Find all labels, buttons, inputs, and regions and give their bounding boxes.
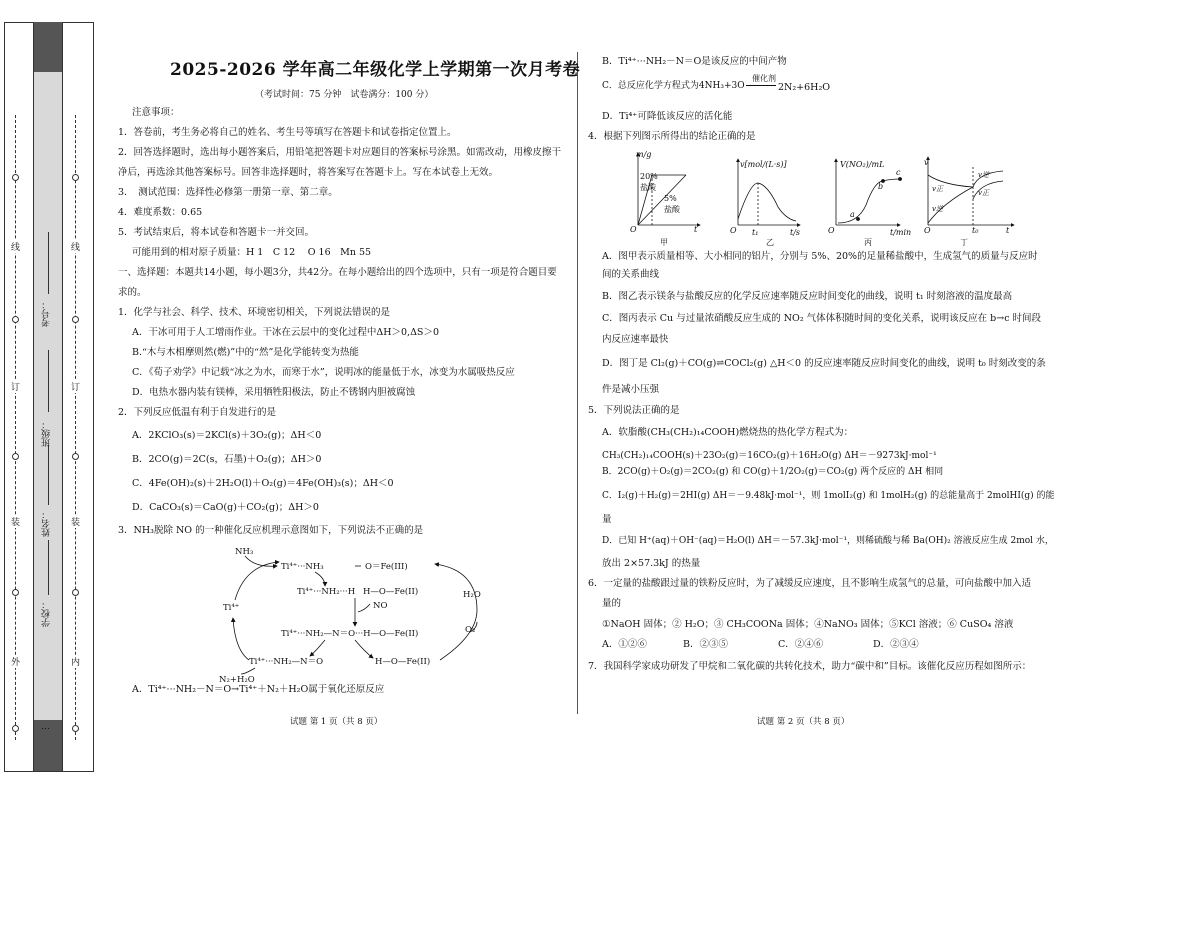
ti4-label: Ti⁴⁺ <box>223 603 240 613</box>
note-3: 3． 测试范围：选择性必修第一册第一章、第二章。 <box>118 187 338 198</box>
exam-no-label: 考号： <box>42 300 52 327</box>
jia-o: O <box>630 225 637 234</box>
class-fill-line[interactable] <box>48 350 49 412</box>
q3-stem: 3．NH₃脱除 NO 的一种催化反应机理示意图如下，下列说法不正确的是 <box>118 525 424 536</box>
page-footer-2: 试题 第 2 页（共 8 页） <box>757 717 850 727</box>
q5-option-d-2: 放出 2×57.3kJ 的热量 <box>602 558 701 569</box>
ding-o: O <box>924 226 931 235</box>
q4-option-a-2: 间的关系曲线 <box>602 269 660 280</box>
jia-label-acid2: 盐酸 <box>664 205 680 214</box>
q4-graphs <box>628 145 1023 250</box>
q5-option-c-1: C．I₂(g)＋H₂(g)＝2HI(g) ΔH＝－9.48kJ·mol⁻¹，则 1molI₂(g) 和 1molH₂(g) 的总能量高于 2molHI(g) 的能 <box>602 491 1055 501</box>
inner-mark-bind: 订 <box>71 380 80 393</box>
section1-heading: 一、选择题：本题共14小题，每小题3分，共42分。在每小题给出的四个选项中，只有一项是符合题目要 <box>118 267 557 278</box>
atomic-mass: 可能用到的相对原子质量：H 1 C 12 O 16 Mn 55 <box>132 247 372 258</box>
yi-x: t/s <box>790 228 801 237</box>
q2-option-a: A．2KClO₃(s)＝2KCl(s)＋3O₂(g)；ΔH＜0 <box>132 430 322 441</box>
sidebar-dots: … <box>41 722 50 732</box>
q1-option-d: D．电热水器内装有镁棒，采用牺牲阳极法，防止不锈钢内胆被腐蚀 <box>132 387 416 398</box>
yi-name: 乙 <box>766 238 774 247</box>
q4-option-c-2: 内反应速率最快 <box>602 334 669 345</box>
no-label: NO <box>373 601 388 611</box>
q6-option-b: B．②③⑤ <box>683 639 728 650</box>
note-2b: 净后，再选涂其他答案标号。回答非选择题时，将答案写在答题卡上。写在本试卷上无效。 <box>118 167 499 178</box>
inner-cut-line <box>75 115 76 740</box>
q7-stem: 7．我国科学家成功研发了甲烷和二氧化碳的共转化技术，助力“碳中和”目标。该催化反应历程如图所示： <box>588 661 1032 672</box>
exam-title: 2025-2026 学年高二年级化学上学期第一次月考卷 <box>170 60 581 80</box>
nh3-label: NH₃ <box>235 547 254 557</box>
q4-option-d-1: D．图丁是 Cl₂(g)＋CO(g)⇌COCl₂(g) △H＜0 的反应速率随反应时间变化的曲线，说明 t₀ 时刻改变的条 <box>602 358 1046 369</box>
species-ti-nh2-h: Ti⁴⁺···NH₂···H <box>297 587 356 597</box>
species-ho-fe2-b: H—O—Fe(II) <box>375 657 431 667</box>
q4-option-a-1: A．图甲表示质量相等、大小相同的铝片，分别与 5%、20%的足量稀盐酸中，生成氢气的质量与反应时 <box>602 251 1038 262</box>
species-ti-nh2-no: Ti⁴⁺···NH₂—N＝O <box>249 657 324 667</box>
q3-mechanism-diagram <box>215 540 495 685</box>
q5-option-d-1: D．已知 H⁺(aq)＋OH⁻(aq)＝H₂O(l) ΔH＝－57.3kJ·mol⁻¹，则稀硫酸与稀 Ba(OH)₂ 溶液反应生成 2mol 水， <box>602 536 1054 546</box>
q5-option-c-2: 量 <box>602 514 612 525</box>
jia-x: t <box>694 225 698 234</box>
o2-label: O₂ <box>465 625 476 635</box>
outer-cut-line <box>15 115 16 740</box>
q4-option-c-1: C．图丙表示 Cu 与过量浓硝酸反应生成的 NO₂ 气体体积随时间的变化关系，说明该反应在 b→c 时间段 <box>602 313 1042 324</box>
q3-option-c-catalyst: 催化剂 <box>752 74 776 83</box>
jia-name: 甲 <box>660 238 668 247</box>
species-ti-nh2-no-h: Ti⁴⁺···NH₂—N＝O···H—O—Fe(II) <box>281 629 419 639</box>
n2-h2o-label: N₂+H₂O <box>219 675 255 685</box>
exam-no-fill-line[interactable] <box>48 232 49 294</box>
outer-hole-3 <box>12 453 19 460</box>
jia-ylabel: m/g <box>636 150 652 159</box>
q6-stem-1: 6．一定量的盐酸跟过量的铁粉反应时，为了减缓反应速度，且不影响生成氢气的总量，可向盐酸中加入适 <box>588 578 1032 589</box>
name-fill-line[interactable] <box>48 445 49 505</box>
q3-option-a: A．Ti⁴⁺···NH₂－N＝O→Ti⁴⁺＋N₂＋H₂O属于氧化还原反应 <box>132 684 385 695</box>
q1-stem: 1．化学与社会、科学、技术、环境密切相关，下列说法错误的是 <box>118 307 391 318</box>
bing-ylabel: V(NO₂)/mL <box>840 160 885 169</box>
outer-hole-2 <box>12 316 19 323</box>
inner-mark-inside: 内 <box>71 655 80 668</box>
notes-heading: 注意事项： <box>132 107 180 118</box>
q5-stem: 5．下列说法正确的是 <box>588 405 680 416</box>
species-ho-fe2: H—O—Fe(II) <box>363 587 419 597</box>
q6-items: ①NaOH 固体；② H₂O；③ CH₃COONa 固体；④NaNO₃ 固体；⑤KCl 溶液；⑥ CuSO₄ 溶液 <box>602 619 1014 630</box>
ding-name: 丁 <box>960 238 968 247</box>
species-o-fe3: O＝Fe(III) <box>365 562 408 572</box>
q1-option-b: B.“木与木相摩则然(燃)”中的“然”是化学能转变为热能 <box>132 347 359 358</box>
inner-hole-2 <box>72 316 79 323</box>
q3-option-c-right: 2N₂+6H₂O <box>778 82 831 93</box>
yi-t1: t₁ <box>752 228 759 237</box>
q3-option-c-arrow <box>746 85 776 86</box>
q6-stem-2: 量的 <box>602 598 622 609</box>
outer-mark-bind: 订 <box>11 380 20 393</box>
q4-option-d-2: 件是减小压强 <box>602 384 660 395</box>
ding-v2: v逆 <box>932 205 943 213</box>
species-ti-nh3: Ti⁴⁺···NH₃ <box>281 562 324 572</box>
q6-option-d: D．②③④ <box>873 639 919 650</box>
q3-option-b: B．Ti⁴⁺···NH₂－N＝O是该反应的中间产物 <box>602 56 787 67</box>
q2-option-c: C．4Fe(OH)₂(s)＋2H₂O(l)＋O₂(g)＝4Fe(OH)₃(s)；ΔH＜0 <box>132 478 394 489</box>
page-footer-1: 试题 第 1 页（共 8 页） <box>290 717 383 727</box>
q4-option-b: B．图乙表示镁条与盐酸反应的化学反应速率随反应时间变化的曲线，说明 t₁ 时刻溶液的温度最高 <box>602 291 1013 302</box>
q2-stem: 2．下列反应低温有利于自发进行的是 <box>118 407 277 418</box>
q5-option-a-2: CH₃(CH₂)₁₄COOH(s)＋23O₂(g)＝16CO₂(g)＋16H₂O(g) ΔH＝－9273kJ·mol⁻¹ <box>602 451 937 461</box>
q1-option-c: C．《荀子劝学》中记载“冰之为水，而寒于水”，说明冰的能量低于水，冰变为水属吸热反应 <box>132 367 515 378</box>
outer-mark-line: 线 <box>11 240 20 253</box>
q5-option-a-1: A．软脂酸(CH₃(CH₂)₁₄COOH)燃烧热的热化学方程式为： <box>602 427 854 438</box>
note-2: 2．回答选择题时，选出每小题答案后，用铅笔把答题卡对应题目的答案标号涂黑。如需改动，用橡皮擦干 <box>118 147 562 158</box>
school-fill-line[interactable] <box>48 540 49 595</box>
outer-hole-5 <box>12 725 19 732</box>
inner-mark-line: 线 <box>71 240 80 253</box>
h2o-label: H₂O <box>463 590 481 600</box>
outer-mark-pack: 装 <box>11 515 20 528</box>
section1-heading-2: 求的。 <box>118 287 147 298</box>
jia-label-5: 5% <box>664 194 677 203</box>
ding-v3: v逆 <box>978 171 989 179</box>
bing-b: b <box>878 182 884 191</box>
bing-c: c <box>896 168 901 177</box>
class-label: 班级： <box>42 420 52 447</box>
note-1: 1．答卷前，考生务必将自己的姓名、考生号等填写在答题卡和试卷指定位置上。 <box>118 127 457 138</box>
outer-hole-4 <box>12 589 19 596</box>
inner-hole-1 <box>72 174 79 181</box>
ding-x: t <box>1006 226 1010 235</box>
q5-option-b: B．2CO(g)＋O₂(g)＝2CO₂(g) 和 CO(g)＋1/2O₂(g)＝CO₂(g) 两个反应的 ΔH 相同 <box>602 467 944 477</box>
yi-ylabel: v[mol/(L·s)] <box>740 160 787 169</box>
jia-label-acid1: 盐酸 <box>640 183 656 192</box>
ding-ylabel: v <box>924 158 929 167</box>
inner-mark-pack: 装 <box>71 515 80 528</box>
exam-subtitle: （考试时间：75 分钟 试卷满分：100 分） <box>255 90 434 100</box>
inner-hole-3 <box>72 453 79 460</box>
inner-hole-5 <box>72 725 79 732</box>
yi-o: O <box>730 226 737 235</box>
q2-option-b: B．2CO(g)＝2C(s，石墨)＋O₂(g)；ΔH＞0 <box>132 454 322 465</box>
bing-a: a <box>850 210 855 219</box>
q3-option-c-left: C．总反应化学方程式为4NH₃+3O <box>602 81 745 91</box>
bing-name: 丙 <box>864 238 872 247</box>
q6-option-a: A．①②⑥ <box>602 639 647 650</box>
q4-stem: 4．根据下列图示所得出的结论正确的是 <box>588 131 756 142</box>
inner-hole-4 <box>72 589 79 596</box>
note-5: 5．考试结束后，将本试卷和答题卡一并交回。 <box>118 227 315 238</box>
q2-option-d: D．CaCO₃(s)＝CaO(g)＋CO₂(g)；ΔH＞0 <box>132 502 319 513</box>
bing-x: t/min <box>890 228 912 237</box>
q6-option-c: C．②④⑥ <box>778 639 824 650</box>
ding-v4: v正 <box>978 189 989 197</box>
bing-o: O <box>828 226 835 235</box>
q3-option-d: D．Ti⁴⁺可降低该反应的活化能 <box>602 111 733 122</box>
jia-label-20: 20% <box>640 172 658 181</box>
q1-option-a: A．干冰可用于人工增雨作业。干冰在云层中的变化过程中ΔH＞0,ΔS＞0 <box>132 327 439 338</box>
outer-mark-outside: 外 <box>11 655 20 668</box>
school-label: 学校： <box>42 600 52 627</box>
outer-hole-1 <box>12 174 19 181</box>
note-4: 4．难度系数：0.65 <box>118 207 203 218</box>
name-label: 姓名： <box>42 510 52 537</box>
ding-v1: v正 <box>932 185 943 193</box>
column-divider <box>577 52 578 714</box>
ding-t0: t₀ <box>972 226 979 235</box>
